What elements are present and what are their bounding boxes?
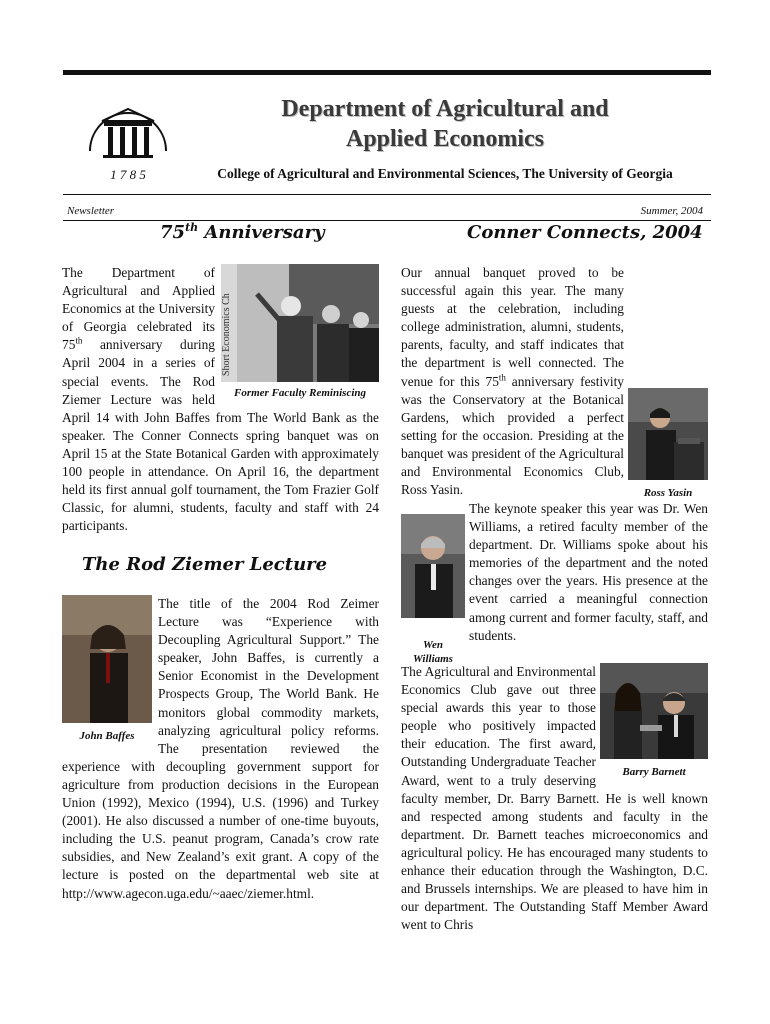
baffes-photo-caption: John Baffes [79, 730, 135, 742]
wen-williams-photo [401, 514, 465, 618]
issue-bar [63, 202, 711, 221]
faculty-photo-caption: Former Faculty Reminiscing [233, 387, 366, 399]
barry-barnett-photo [600, 663, 708, 759]
seal-year: 1 7 8 5 [110, 167, 146, 182]
university-seal-logo [84, 93, 172, 183]
ziemer-article: John Baffes The title of the 2004 Rod Zeimer Lecture was “Experience with Decoupling Agricultural Support.” The speaker, John Baffes, is currently a Senior Economist in the Development Prospects Group, The World Bank. He monitors global commodity markets, analyzing agricultural policy reforms. The presentation reviewed the experience with decoupling government support for agriculture from production decisions in the European Union (1992), Mexico (1994), U.S. (1996) and Turkey (2001). He also discussed a number of one-time buyouts, including the U.S. peanut program, Canada’s crow rate subsidies, and New Zealand’s exit grant. A copy of the lecture is posted on the departmental web site at http://www.agecon.uga.edu/~aaec/ziemer.html. [62, 596, 379, 901]
department-title-line1: Department of Agricultural and [281, 96, 609, 122]
masthead [180, 94, 710, 182]
header-rule [63, 194, 711, 195]
former-faculty-photo [221, 264, 379, 382]
photo-banner-text: Short Economics Ch [221, 293, 232, 376]
department-title-line2: Applied Economics [345, 126, 545, 152]
newsletter-label: Newsletter [67, 205, 115, 217]
barnett-photo-figure [600, 663, 708, 783]
top-rule [63, 70, 711, 75]
faculty-photo-figure [221, 264, 379, 400]
ross-yasin-photo [628, 388, 708, 480]
awards-article: Barry Barnett The Agricultural and Environmental Economics Club gave out three special awards this year to those people who positively impacted their education. The first award, Outstanding Undergraduate Teacher Award, went to a truly deserving faculty member, Dr. Barry Barnett. He is well known and respected among students and faculty in the department. Dr. Barnett teaches microeconomics and agricultural policy. He has encouraged many students to enhance their education through the Washington, D.C. and Brussels internships. We are pleased to have him in our department. The Outstanding Staff Member Award went to Chris [401, 664, 708, 933]
williams-photo-figure [401, 514, 465, 668]
williams-photo-caption: Wen Williams [413, 639, 453, 665]
conner-article: Ross Yasin Our annual banquet proved to be successful again this year. The many guests at the celebration, including college administration, alumni, students, parents, faculty, and staff indicates that the department is well connected. The venue for this 75th anniversary festivity was the Conservatory at the Botanical Gardens, which provided a perfect setting for the occasion. Presiding at the banquet was president of the Agricultural and Environmental Economics Club, Ross Yasin. [401, 264, 708, 520]
ziemer-heading: The Rod Ziemer Lecture [82, 554, 328, 575]
issue-date: Summer, 2004 [640, 205, 703, 217]
baffes-photo-figure [62, 595, 152, 745]
yasin-photo-caption: Ross Yasin [643, 487, 693, 499]
college-name: College of Agricultural and Environmental Sciences, The University of Georgia [217, 166, 673, 181]
williams-article: Wen Williams The keynote speaker this year was Dr. Wen Williams, a retired faculty member of the department. Dr. Williams spoke about his memories of the department and the noted changes over the years. His presence at the event carried a meaningful connection among current and former faculty, staff, and students. [401, 500, 708, 668]
barnett-photo-caption: Barry Barnett [622, 766, 686, 778]
conner-heading: Conner Connects, 2004 [467, 222, 703, 243]
anniversary-article: Short Economics Ch Former Faculty Reminiscing The Department of Agricultural and Applied Economics at the University of Georgia celebrated its 75th anniversary during April 2004 in a series of special events. The Rod Ziemer Lecture was held April 14 with John Baffes from The World Bank as the speaker. The Conner Connects spring banquet was on April 15 at the State Botanical Garden with approximately 100 people in attendance. On April 16, the department held its first annual golf tournament, the Tom Frazier Golf Classic, for alumni, students, faculty and staff with 24 participants. [62, 265, 379, 534]
anniversary-heading: 75th Anniversary [160, 221, 325, 243]
john-baffes-photo [62, 595, 152, 723]
